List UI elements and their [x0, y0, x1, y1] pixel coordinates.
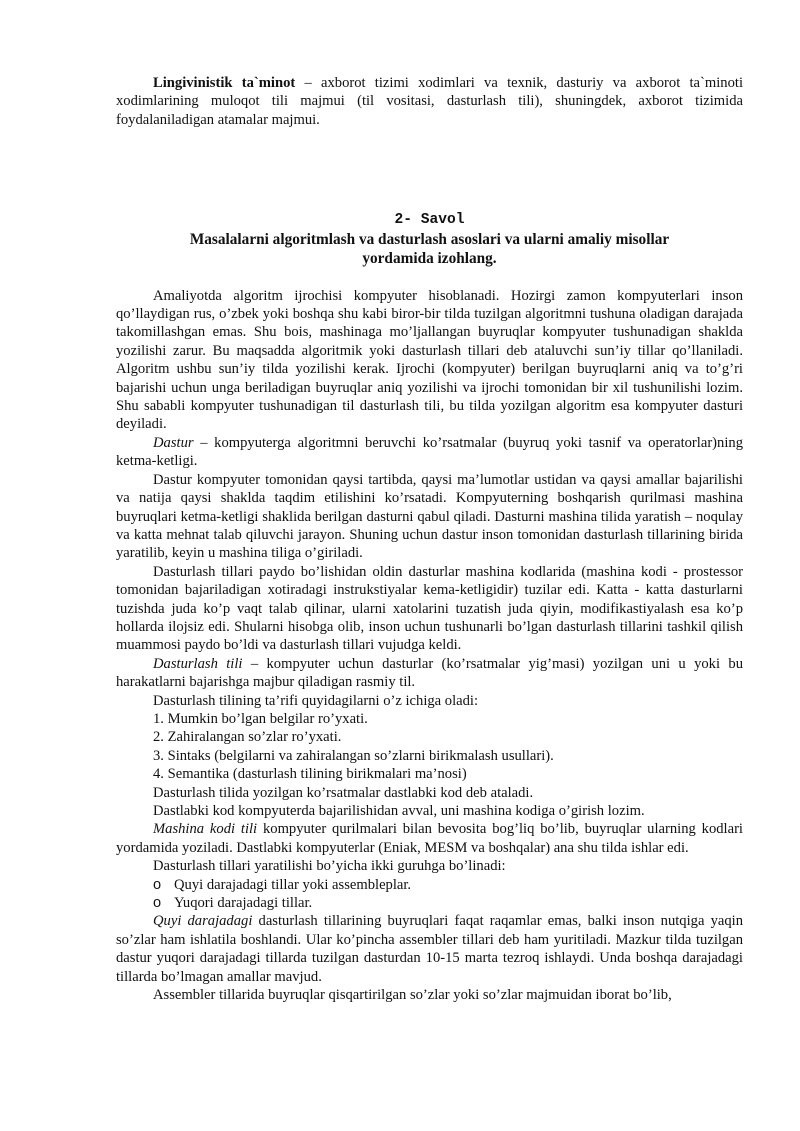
- bullet-item: [116, 894, 743, 912]
- question-number: 2- Savol: [394, 212, 465, 229]
- paragraph-12: Assembler tillarida buyruqlar qisqartirilgan so’zlar yoki so’zlar majmuidan iborat bo’lib,: [153, 987, 672, 1004]
- paragraph-4: Dasturlash tillari paydo bo’lishidan oldin dasturlar mashina kodlarida (mashina kodi - prostessor tomonidan bajariladigan xotiradagi instrukstiyalar kema-ketligidir) tuzilar edi. Katta - katta dasturlarni tuzishda juda ko’p vaqt talab qilinar, ularni xatolarini tuzatish juda qiyin, modifikastiyalash esa ko’p hollarda ilojsiz edi. Shularni hisobga olib, inson uchun tushunarli bo’lgan dasturlash tillarini tashkil qilish muammosi paydo bo’ldi va dasturlash tillari vujudga keldi.: [116, 563, 743, 654]
- paragraph-1: Amaliyotda algoritm ijrochisi kompyuter hisoblanadi. Hozirgi zamon kompyuterlari inson qo’llaydigan rus, o’zbek yoki boshqa shu kabi biror-bir tilda tuzilgan algoritmni tushuna oladigan darajada takomillashgan emas. Shu bois, mashinaga mo’ljallangan buyruqlar kompyuter tushunadigan shaklda yozilishi zarur. Bu maqsadda algoritmik yoki dasturlash tillari deb ataluvchi sun’iy tillar qo’llaniladi. Algoritm ushbu sun’iy tilda yozilishi kerak. Ijrochi (kompyuter) berilgan buyruqlarni aniq va to’g’ri bajarishi uchun unga beriladigan buyruqlar aniq yozilishi va ijrochi tomonidan bir xil tushunilishi lozim. Shu sababli kompyuter tushunadigan til dasturlash tili, bu tilda yozilgan algoritm esa kompyuter dasturi deyiladi.: [116, 287, 743, 433]
- paragraph-7: Dasturlash tilida yozilgan ko’rsatmalar dastlabki kod deb ataladi.: [153, 784, 534, 801]
- paragraph-2-text: – kompyuterga algoritmni beruvchi ko’rsatmalar (buyruq yoki tasnif va operatorlar)ning ketma-ketligi.: [116, 434, 743, 470]
- paragraph-8: Dastlabki kod kompyuterda bajarilishidan avval, uni mashina kodiga o’girish lozim.: [153, 803, 645, 819]
- intro-text: – axborot tizimi xodimlari va texnik, dasturiy va axborot ta`minoti xodimlarining muloqot tili majmui (til vositasi, dasturlash tili), shuningdek, axborot tizimida foydalaniladigan atamalar majmui.: [116, 75, 743, 128]
- intro-term: Lingivinistik ta`minot: [153, 75, 296, 91]
- section-gap: [116, 129, 743, 205]
- paragraph-5: [116, 655, 743, 692]
- paragraph-2: [116, 434, 743, 471]
- list-item: 4. Semantika (dasturlash tilining birikmalari ma’nosi): [153, 766, 467, 783]
- question-title-line1: Masalalarni algoritmlash va dasturlash asoslari va ularni amaliy misollar: [189, 230, 670, 248]
- paragraph-6: Dasturlash tilining ta’rifi quyidagilarni o’z ichiga oladi:: [153, 692, 479, 709]
- bullet-text: Quyi darajadagi tillar yoki assembleplar.: [174, 876, 412, 893]
- bullet-item: [116, 876, 743, 894]
- bullet-marker-icon: o: [153, 876, 162, 893]
- paragraph-9: [116, 820, 743, 857]
- paragraph-3: Dastur kompyuter tomonidan qaysi tartibda, qaysi ma’lumotlar ustidan va qaysi amallar bajarilishi va natija qaysi shaklda taqdim etilishini ko’rsatadi. Kompyuterning boshqarish qurilmasi mashina buyruqlari ketma-ketligi shaklida berilgan dasturni qabul qiladi. Dasturni mashina tilida yaratish – noqulay va katta mehnat talab qiluvchi jarayon. Shuning uchun dastur inson tomonidan dasturlash tillarining birida yaratilib, keyin u mashina tiliga o’giriladi.: [116, 471, 743, 562]
- intro-paragraph: [116, 74, 743, 129]
- question-title-line2: yordamida izohlang.: [362, 249, 497, 267]
- paragraph-11-term: Quyi darajadagi: [153, 913, 253, 930]
- list-item: 1. Mumkin bo’lgan belgilar ro’yxati.: [153, 710, 368, 727]
- paragraph-10: Dasturlash tillari yaratilishi bo’yicha ikki guruhga bo’linadi:: [153, 858, 506, 875]
- paragraph-9-text: kompyuter qurilmalari bilan bevosita bog’liq bo’lib, buyruqlar ularning kodlari yordamida yoziladi. Dastlabki kompyuterlar (Eniak, MESM va boshqalar) ana shu tilda ishlar edi.: [116, 821, 743, 856]
- paragraph-11: [116, 912, 743, 986]
- bullet-marker-icon: o: [153, 895, 162, 912]
- list-item: 3. Sintaks (belgilarni va zahiralangan so’zlarni birikmalash usullari).: [153, 747, 554, 764]
- document-page: [116, 74, 743, 1004]
- list-item: 2. Zahiralangan so’zlar ro’yxati.: [153, 729, 342, 746]
- bullet-text: Yuqori darajadagi tillar.: [174, 895, 313, 912]
- paragraph-5-text: – kompyuter uchun dasturlar (ko’rsatmalar yig’masi) yozilgan uni u yoki bu harakatlarni bajarishga majbur qiladigan rasmiy til.: [116, 655, 743, 691]
- question-title: [116, 230, 743, 268]
- paragraph-11-text: dasturlash tillarining buyruqlari faqat raqamlar emas, balki inson nutqiga yaqin so’zlar ham ishlatila boshlandi. Ular ko’pincha assembler tillari deb ham yuritiladi. Mazkur tilda tuzilgan dastur yuqori darajadagi tillarda tuzilgan dasturdan 10-15 marta tezroq ishlaydi. Unda boshqa darajadagi tillarda bo’lmagan amallar mavjud.: [116, 913, 743, 985]
- paragraph-5-term: Dasturlash tili: [153, 655, 243, 672]
- paragraph-2-term: Dastur: [153, 434, 194, 451]
- paragraph-9-term: Mashina kodi tili: [153, 821, 258, 838]
